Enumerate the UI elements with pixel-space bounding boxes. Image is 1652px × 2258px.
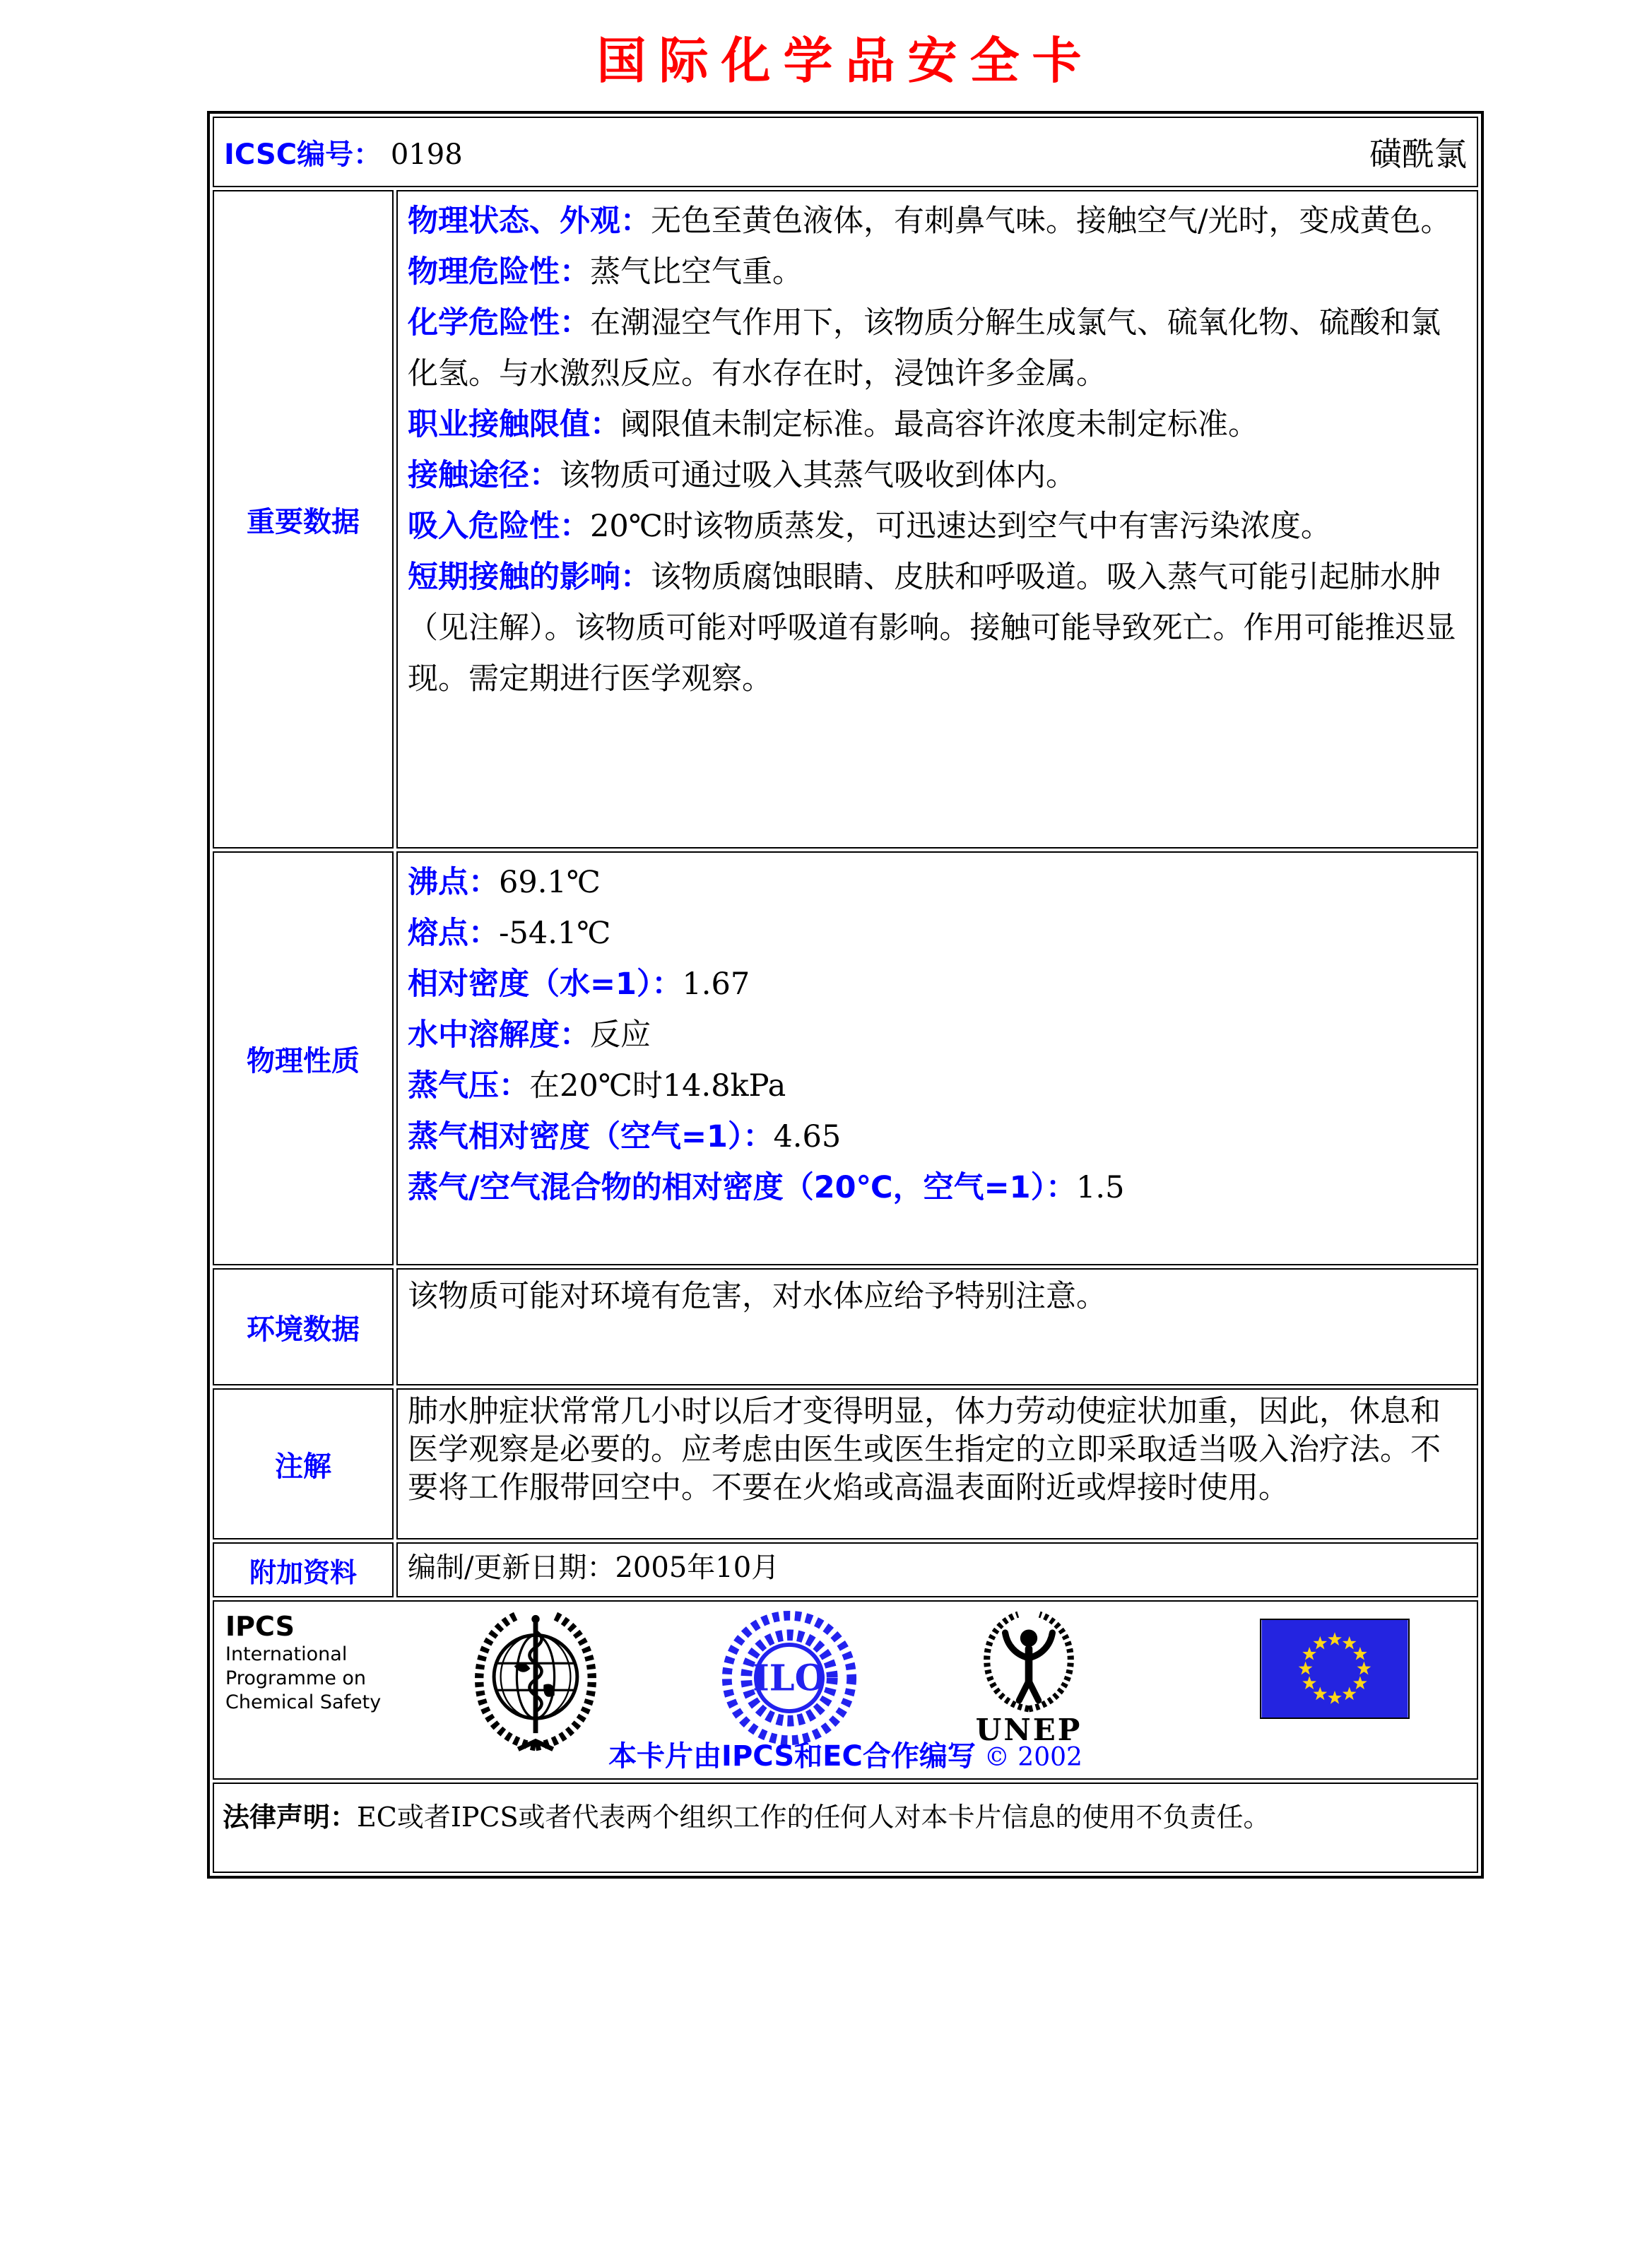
physical-item: 沸点：69.1℃ xyxy=(408,865,601,900)
footer-copyright: © 2002 xyxy=(984,1743,1082,1772)
unep-logo-block xyxy=(962,1606,1096,1747)
additional-info-text: 编制/更新日期：2005年10月 xyxy=(408,1551,780,1584)
icsc-number-value: 0198 xyxy=(390,138,463,171)
notes-content xyxy=(396,1388,1478,1539)
unep-logo-icon xyxy=(975,1606,1082,1713)
additional-info-content xyxy=(396,1542,1478,1597)
physical-item: 熔点：-54.1℃ xyxy=(408,916,611,951)
environmental-data-content xyxy=(396,1268,1478,1385)
additional-info-row xyxy=(213,1542,1478,1597)
logos-cell xyxy=(213,1600,1478,1780)
ipcs-line: Programme on xyxy=(225,1667,367,1689)
important-item: 职业接触限值：阈限值未制定标准。最高容许浓度未制定标准。 xyxy=(408,407,1258,442)
svg-text:ILO: ILO xyxy=(752,1657,827,1700)
section-label-notes: 注解 xyxy=(213,1388,394,1539)
legal-notice-text: EC或者IPCS或者代表两个组织工作的任何人对本卡片信息的使用不负责任。 xyxy=(357,1802,1270,1833)
page-title: 国际化学品安全卡 xyxy=(596,31,1095,90)
section-label-environmental-data: 环境数据 xyxy=(213,1268,394,1385)
header-row xyxy=(213,117,1478,187)
physical-properties-row xyxy=(213,851,1478,1265)
section-label-important-data: 重要数据 xyxy=(213,190,394,849)
important-item: 接触途径：该物质可通过吸入其蒸气吸收到体内。 xyxy=(408,458,1076,493)
ilo-logo-icon xyxy=(720,1609,859,1747)
ipcs-text-block xyxy=(225,1610,381,1715)
ipcs-line: Chemical Safety xyxy=(225,1691,382,1713)
environmental-data-row xyxy=(213,1268,1478,1385)
footer-caption-text: 本卡片由IPCS和EC合作编写 xyxy=(608,1740,976,1773)
physical-item: 蒸气压：在20℃时14.8kPa xyxy=(408,1068,786,1104)
eu-flag-icon xyxy=(1260,1619,1410,1719)
environmental-data-text: 该物质可能对环境有危害，对水体应给予特别注意。 xyxy=(408,1279,1107,1314)
important-item: 短期接触的影响：该物质腐蚀眼睛、皮肤和呼吸道。吸入蒸气可能引起肺水肿（见注解）。该物质可能对呼吸道有影响。接触可能导致死亡。作用可能推迟显现。需定期进行医学观察。 xyxy=(408,560,1456,697)
important-item: 吸入危险性：20℃时该物质蒸发，可迅速达到空气中有害污染浓度。 xyxy=(408,509,1331,544)
important-data-row xyxy=(213,190,1478,849)
substance-name: 磺酰氯 xyxy=(1369,135,1467,173)
important-item: 物理状态、外观：无色至黄色液体，有刺鼻气味。接触空气/光时，变成黄色。 xyxy=(408,203,1451,239)
physical-item: 相对密度（水=1）：1.67 xyxy=(408,967,750,1002)
unep-logo-text: UNEP xyxy=(975,1713,1082,1747)
legal-notice-label: 法律声明： xyxy=(223,1802,358,1833)
physical-item: 蒸气/空气混合物的相对密度（20℃，空气=1）：1.5 xyxy=(408,1170,1125,1205)
legal-notice-cell xyxy=(213,1783,1478,1873)
section-label-physical-properties: 物理性质 xyxy=(213,851,394,1265)
section-label-additional-info: 附加资料 xyxy=(213,1542,394,1597)
notes-text: 肺水肿症状常常几小时以后才变得明显，体力劳动使症状加重，因此，休息和医学观察是必要的。应考虑由医生或医生指定的立即采取适当吸入治疗法。不要将工作服带回空中。不要在火焰或高温表面附近或焊接时使用。 xyxy=(408,1394,1441,1506)
important-item: 物理危险性：蒸气比空气重。 xyxy=(408,254,803,290)
ipcs-title: IPCS xyxy=(225,1611,295,1642)
icsc-card xyxy=(207,111,1484,1879)
icsc-header-cell xyxy=(213,117,1478,187)
physical-item: 水中溶解度：反应 xyxy=(408,1017,651,1053)
icsc-number-label: ICSC编号： xyxy=(224,138,382,171)
physical-item: 蒸气相对密度（空气=1）：4.65 xyxy=(408,1119,842,1154)
notes-row xyxy=(213,1388,1478,1539)
ipcs-line: International xyxy=(225,1643,348,1665)
important-data-content xyxy=(396,190,1478,849)
physical-properties-content xyxy=(396,851,1478,1265)
footer-caption xyxy=(214,1734,1477,1774)
important-item: 化学危险性：在潮湿空气作用下，该物质分解生成氯气、硫氧化物、硫酸和氯化氢。与水激烈反应。有水存在时，浸蚀许多金属。 xyxy=(408,305,1441,391)
legal-notice-row xyxy=(213,1783,1478,1873)
logos-row xyxy=(213,1600,1478,1780)
icsc-number xyxy=(224,132,463,172)
